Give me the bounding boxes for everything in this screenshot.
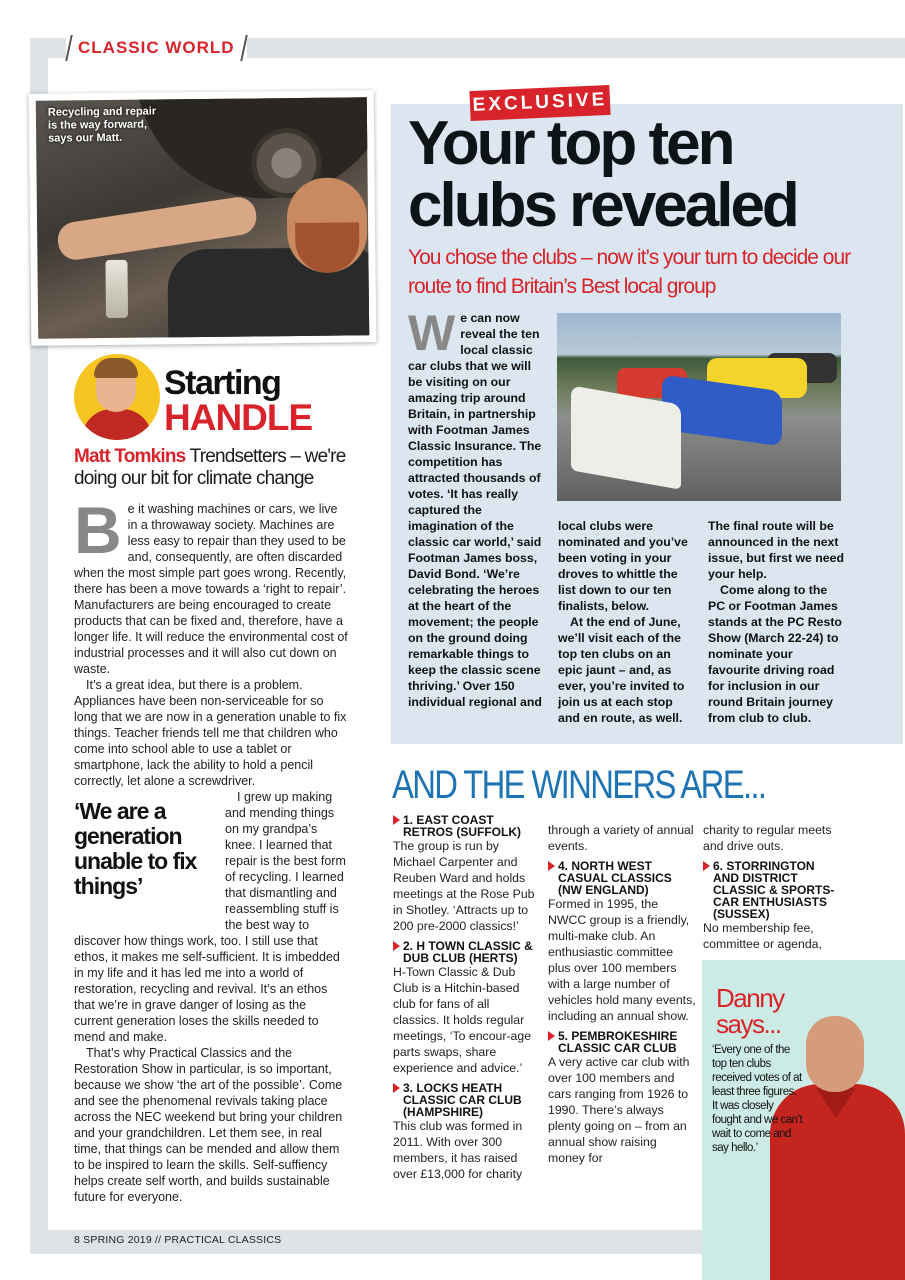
- folio: 8 SPRING 2019 // PRACTICAL CLASSICS: [74, 1234, 282, 1246]
- author-name: Matt Tomkins: [74, 446, 186, 467]
- club-5-text: A very active car club with over 100 members and cars ranging from 1926 to 1990. There’s always plenty going on – from an annual show raising money for: [548, 1055, 690, 1165]
- feature-column-3: The final route will be announced in the next issue, but first we need your help. Come along to the PC or Footman James stands at the PC Resto Show (March 22-24) to nominate your favourite driving road for inclusion in our round Britain journey from club to club.: [708, 519, 844, 725]
- danny-says-title: Danny says...: [716, 983, 784, 1039]
- author-avatar: [74, 354, 160, 440]
- club-4-text: Formed in 1995, the NWCC group is a friendly, multi-make club. An enthusiastic committee plus over 100 members with a large number of vehicles hold many events, including an annual show.: [548, 897, 696, 1023]
- column-title-line1: Starting: [164, 364, 281, 402]
- club-2-text: H-Town Classic & Dub Club is a Hitchin-based club for fans of all classics. It holds regular meetings, ‘To encour-age parts swaps, share experience and advice.’: [393, 965, 532, 1075]
- dropcap-b: B: [74, 493, 122, 567]
- exclusive-badge: EXCLUSIVE: [469, 85, 610, 121]
- byline-subtitle: Trendsetters – we're doing our bit for climate change: [74, 446, 346, 489]
- headline: Your top ten clubs revealed: [408, 109, 797, 240]
- club-6-text: No membership fee, committee or agenda,: [703, 921, 822, 951]
- club-3-name: 3. LOCKS HEATH CLASSIC CAR CLUB (HAMPSHIRE): [393, 1082, 535, 1118]
- byline: [74, 446, 364, 490]
- column-title-line2: HANDLE: [164, 397, 313, 438]
- column-paragraph-4: That’s why Practical Classics and the Restoration Show in particular, is so important, because we show ‘the art of the possible’. Come and see the phenomenal revivals taking place across the NEC weekend but bring your children and your grandchildren. Let them see, in real time, that things can be mended and allow them to be inspired to learn the skills. Self-suffiency helps create self worth, and builds sustainable future for everyone.: [74, 1046, 343, 1204]
- club-2-name: 2. H TOWN CLASSIC & DUB CLUB (HERTS): [393, 940, 535, 964]
- mechanic-photo: [29, 90, 377, 346]
- winners-column-1: [393, 808, 535, 1182]
- column-paragraph-3: I grew up making and mending things on my grandpa’s knee. I learned that repair is the best form of recycling. I learned that dismantling and reassembling stuff is the best way to discover how things work, too. I still use that ethos, it makes me self-sufficient. It is imbedded in my life and it has led me into a world of restoration, recycling and revival. It’s an ethos that we’re in grave danger of losing as the current generation loses the skills needed to mend and make.: [74, 790, 346, 1044]
- column-paragraph-2: It’s a great idea, but there is a problem. Appliances have been non-serviceable for so long that we are now in a generation unable to fix things. Teacher friends tell me that children who come into school able to use a tablet or smartphone, lack the ability to hold a pencil correctly, let alone a screwdriver.: [74, 678, 347, 788]
- club-6-name: 6. STORRINGTON AND DISTRICT CLASSIC & SPORTS-CAR ENTHUSIASTS (SUSSEX): [703, 860, 843, 920]
- section-tag: CLASSIC WORLD: [66, 35, 247, 61]
- club-1-name: 1. EAST COAST RETROS (SUFFOLK): [393, 814, 535, 838]
- car-meet-photo: [557, 313, 841, 501]
- danny-quote: ‘Every one of the top ten clubs received votes of at least three figures. It was closely fought and we can’t wait to come and say hello.’: [712, 1044, 803, 1154]
- mechanic-photo-image: [36, 97, 369, 338]
- feature-column-1: W e can now reveal the ten local classic car clubs that we will be visiting on our amazing trip around Britain, in partnership with Footman James Classic Insurance. The competition has attracted thousands of votes. ‘It has really captured the imagination of the classic car world,’ said Footman James boss, David Bond. ‘We’re celebrating the heroes at the heart of the movement; the people on the ground doing remarkable things to keep the classic scene thriving.’ Over 150 individual regional and: [408, 305, 542, 709]
- photo-caption: Recycling and repair is the way forward, says our Matt.: [47, 105, 157, 145]
- club-5-name: 5. PEMBROKESHIRE CLASSIC CAR CLUB: [548, 1030, 696, 1054]
- column-paragraph-1: e it washing machines or cars, we live in a throwaway society. Machines are less easy to repair than they used to be and, consequently, are often discarded when the most simple part goes wrong. Recently, there has been a move towards a ‘right to repair’. Manufacturers are being encouraged to create products that can be fixed and, therefore, have a longer life. It will reduce the environmental cost of industrial processes and it will also cut down on waste.: [74, 502, 348, 676]
- winners-title: AND THE WINNERS ARE...: [392, 763, 766, 807]
- standfirst: You chose the clubs – now it’s your turn to decide our route to find Britain’s Best local group: [408, 246, 851, 298]
- club-3-continued: through a variety of annual events.: [548, 823, 694, 853]
- club-4-name: 4. NORTH WEST CASUAL CLASSICS (NW ENGLAND): [548, 860, 696, 896]
- club-3-text: This club was formed in 2011. With over 300 members, it has raised over £13,000 for charity: [393, 1119, 523, 1181]
- winners-column-2: [548, 822, 696, 1166]
- club-5-continued: charity to regular meets and drive outs.: [703, 823, 832, 853]
- club-1-text: The group is run by Michael Carpenter and Reuben Ward and holds meetings at the Rose Pub in Shotley. ‘Attracts up to 200 pre-2000 classics!’: [393, 839, 535, 933]
- dropcap-w: W: [408, 305, 456, 361]
- pullquote-block: [74, 789, 219, 919]
- winners-column-3: [703, 822, 843, 952]
- column-body: [74, 493, 348, 1205]
- feature-column-2: local clubs were nominated and you’ve been voting in your droves to whittle the list down to our ten finalists, below. At the end of June, we’ll visit each of the top ten clubs on an epic jaunt – and, as ever, you’re invited to join us at each stop and en route, as well.: [558, 519, 688, 725]
- pullquote: ‘We are a generation unable to fix things’: [74, 799, 219, 899]
